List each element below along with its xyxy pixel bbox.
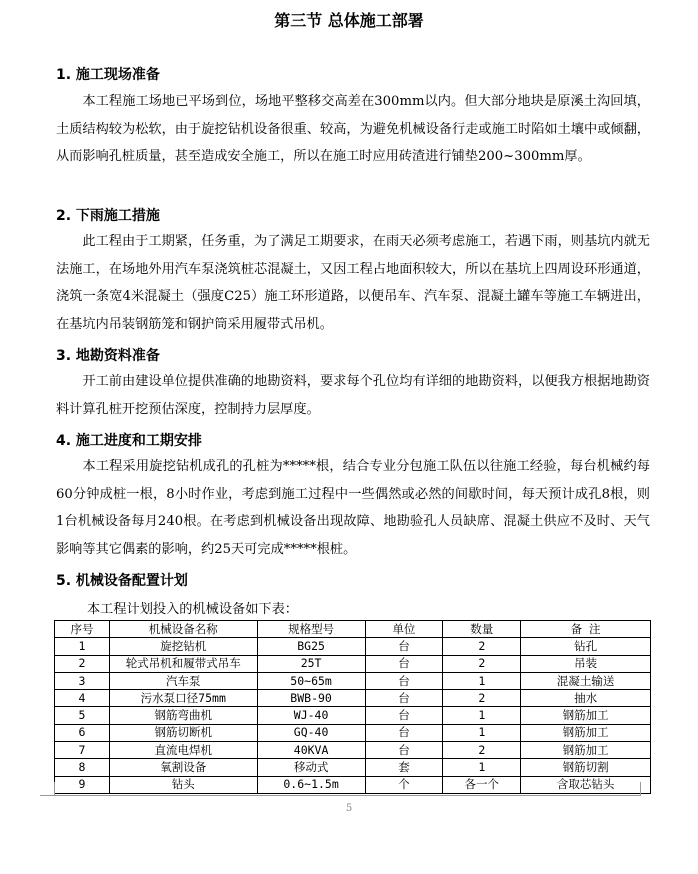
table-intro-text: 本工程计划投入的机械设备如下表： [87, 602, 298, 617]
table-cell: 7 [55, 742, 110, 759]
table-row [55, 638, 651, 655]
section-heading-survey: 3. 地勘资料准备 [56, 348, 160, 364]
section-text-rain: 此工程由于工期紧，任务重，为了满足工期要求，在雨天必须考虑施工，若遇下雨，则基坑内就无法施工，在场地外用汽车泵浇筑桩芯混凝土，又因工程占地面积较大，所以在基坑上四周设环形通道，浇筑一条宽4米混凝土（强度C25）施工环形道路，以便吊车、汽车泵、混凝土罐车等施工车辆进出，在基坑内吊装钢筋笼和钢护筒采用履带式吊机。 [56, 234, 650, 333]
table-cell: 套 [365, 759, 443, 776]
section-text-survey: 开工前由建设单位提供准确的地勘资料，要求每个孔位均有详细的地勘资料，以便我方根据地勘资料计算孔桩开挖预估深度，控制持力层厚度。 [56, 374, 650, 417]
table-cell: 直流电焊机 [109, 742, 257, 759]
equipment-table [54, 620, 651, 794]
table-cell: 1 [443, 724, 521, 741]
section-heading-equipment: 5. 机械设备配置计划 [56, 573, 188, 589]
page-number: 5 [345, 803, 353, 814]
table-cell: 移动式 [257, 759, 365, 776]
table-cell: 2 [443, 742, 521, 759]
header-cell: 序号 [55, 621, 110, 638]
table-row [55, 742, 651, 759]
table-cell: 台 [365, 707, 443, 724]
table-cell: 台 [365, 672, 443, 689]
table-cell: 2 [443, 638, 521, 655]
table-cell: 9 [55, 776, 110, 793]
table-cell: 钢筋加工 [521, 724, 651, 741]
table-cell: 40KVA [257, 742, 365, 759]
table-cell: 旋挖钻机 [109, 638, 257, 655]
table-cell: 钢筋加工 [521, 742, 651, 759]
table-row [55, 759, 651, 776]
table-cell: 3 [55, 672, 110, 689]
table-row [55, 690, 651, 707]
table-row [55, 672, 651, 689]
table-cell: 1 [443, 759, 521, 776]
table-cell: 台 [365, 742, 443, 759]
table-cell: 个 [365, 776, 443, 793]
header-cell: 规格型号 [257, 621, 365, 638]
table-cell: 汽车泵 [109, 672, 257, 689]
table-header-row [55, 621, 651, 638]
table-cell: 钢筋切断机 [109, 724, 257, 741]
table-cell: 台 [365, 690, 443, 707]
table-cell: 台 [365, 638, 443, 655]
table-cell: 钢筋弯曲机 [109, 707, 257, 724]
table-cell: 2 [55, 655, 110, 672]
table-cell: 含取芯钻头 [521, 776, 651, 793]
table-cell: BWB-90 [257, 690, 365, 707]
table-cell: 吊装 [521, 655, 651, 672]
table-cell: BG25 [257, 638, 365, 655]
table-cell: 4 [55, 690, 110, 707]
table-cell: 2 [443, 655, 521, 672]
table-cell: 各一个 [443, 776, 521, 793]
table-cell: 混凝土输送 [521, 672, 651, 689]
table-row [55, 776, 651, 793]
section-heading-site-prep: 1. 施工现场准备 [56, 67, 160, 83]
table-cell: WJ-40 [257, 707, 365, 724]
header-cell: 备 注 [521, 621, 651, 638]
margin-corner-mark-right [640, 782, 655, 796]
section-heading-schedule: 4. 施工进度和工期安排 [56, 433, 202, 449]
table-cell: 1 [443, 672, 521, 689]
table-cell: 钻孔 [521, 638, 651, 655]
table-cell: 台 [365, 655, 443, 672]
header-cell: 单位 [365, 621, 443, 638]
table-row [55, 707, 651, 724]
table-row [55, 655, 651, 672]
table-cell: 污水泵口径75mm [109, 690, 257, 707]
section-text-site-prep: 本工程施工场地已平场到位，场地平整移交高差在300mm以内。但大部分地块是原溪土沟回填，土质结构较为松软，由于旋挖钻机设备很重、较高，为避免机械设备行走或施工时陷如土壤中或倾翻，从而影响孔桩质量，甚至造成安全施工，所以在施工时应用砖渣进行铺垫200~300mm厚。 [56, 94, 650, 165]
table-cell: 25T [257, 655, 365, 672]
margin-corner-mark-left [40, 782, 55, 796]
section-text-schedule: 本工程采用旋挖钻机成孔的孔桩为*****根，结合专业分包施工队伍以往施工经验，每台机械约每60分钟成桩一根，8小时作业，考虑到施工过程中一些偶然或必然的间歇时间，每天预计成孔8根，则1台机械设备每月240根。在考虑到机械设备出现故障、地勘验孔人员缺席、混凝土供应不及时、天气影响等其它偶素的影响，约25天可完成*****根桩。 [56, 459, 650, 558]
table-cell: 0.6~1.5m [257, 776, 365, 793]
table-cell: 8 [55, 759, 110, 776]
table-cell: 抽水 [521, 690, 651, 707]
table-cell: 台 [365, 724, 443, 741]
header-cell: 机械设备名称 [109, 621, 257, 638]
table-cell: 6 [55, 724, 110, 741]
section-heading-rain: 2. 下雨施工措施 [56, 208, 160, 224]
table-cell: 2 [443, 690, 521, 707]
footer-divider [40, 795, 640, 796]
header-cell: 数量 [443, 621, 521, 638]
table-cell: 钢筋切割 [521, 759, 651, 776]
table-cell: 钢筋加工 [521, 707, 651, 724]
table-cell: GQ-40 [257, 724, 365, 741]
table-cell: 钻头 [109, 776, 257, 793]
table-cell: 轮式吊机和履带式吊车 [109, 655, 257, 672]
table-cell: 1 [55, 638, 110, 655]
table-cell: 1 [443, 707, 521, 724]
table-cell: 5 [55, 707, 110, 724]
table-cell: 50~65m [257, 672, 365, 689]
table-row [55, 724, 651, 741]
table-cell: 氧割设备 [109, 759, 257, 776]
page-title: 第三节 总体施工部署 [274, 11, 424, 30]
